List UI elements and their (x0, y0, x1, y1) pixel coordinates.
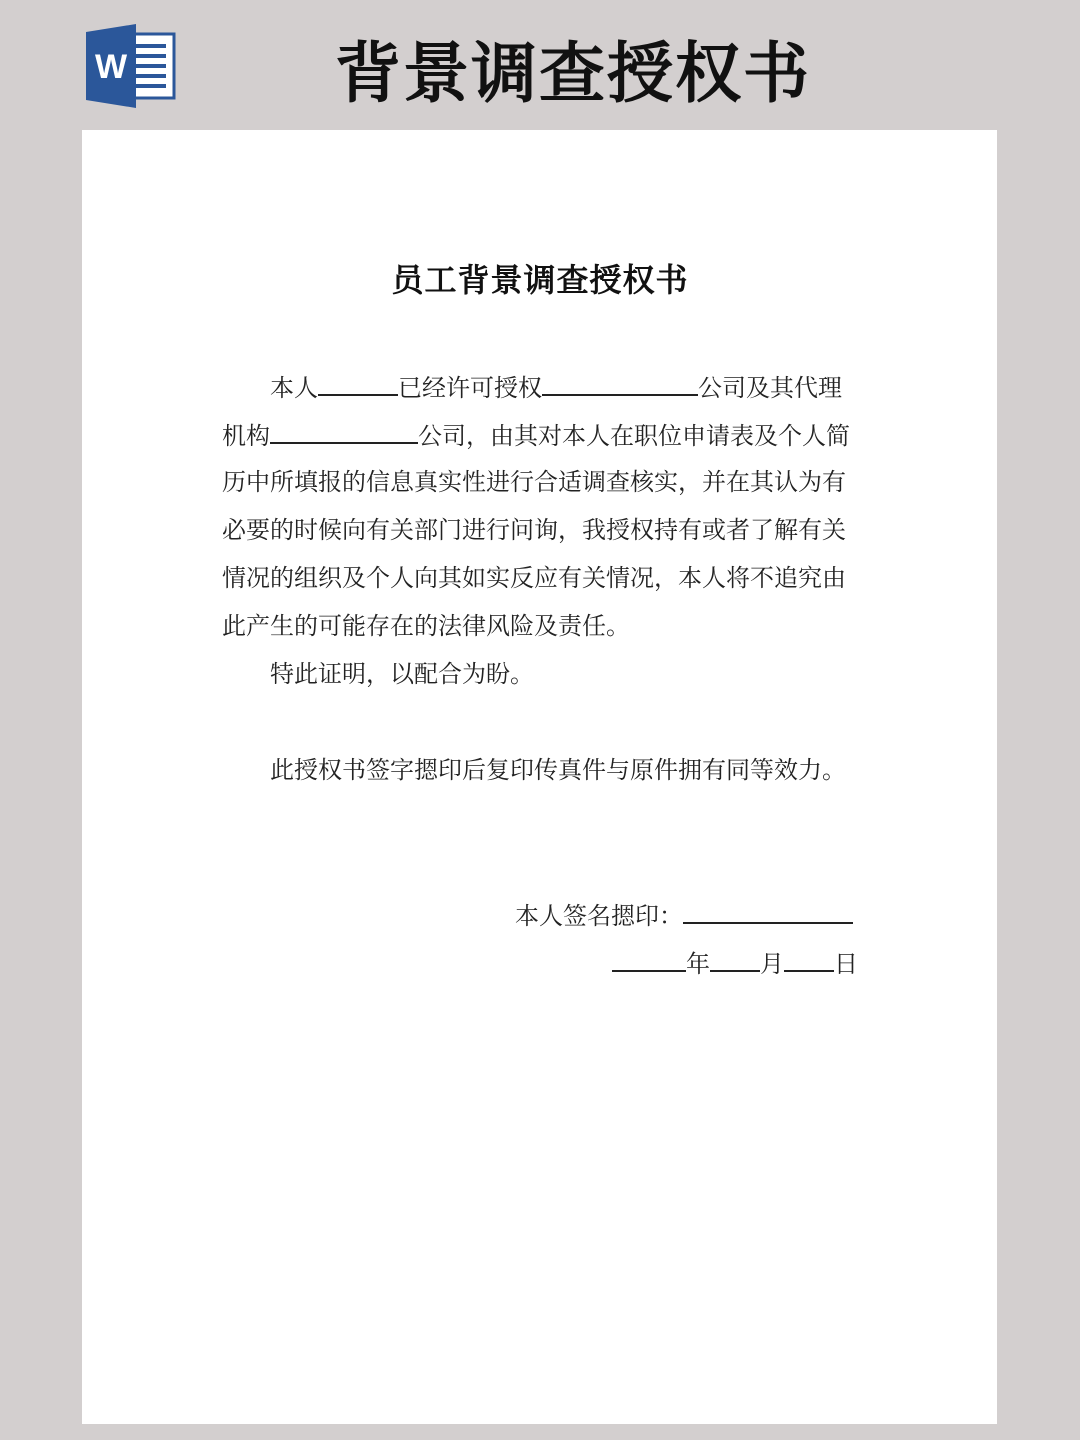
header-title: 背景调查授权书 (335, 35, 811, 112)
day-label: 日 (834, 950, 858, 978)
paragraph2: 特此证明，以配合为盼。 (270, 660, 534, 688)
paragraph1-line5: 情况的组织及个人向其如实反应有关情况，本人将不追究由 (222, 564, 846, 592)
paragraph1-line3: 历中所填报的信息真实性进行合适调查核实，并在其认为有 (222, 468, 846, 496)
company-blank (542, 370, 698, 396)
date-line (612, 946, 858, 980)
agency-blank (270, 418, 418, 444)
signature-label: 本人签名摁印： (515, 902, 683, 930)
text-segment: 已经许可授权 (398, 374, 542, 402)
svg-text:W: W (94, 48, 128, 86)
day-blank (784, 946, 834, 972)
month-blank (710, 946, 760, 972)
paragraph1-line6: 此产生的可能存在的法律风险及责任。 (222, 612, 630, 640)
word-document-icon (86, 24, 176, 108)
signature-line (515, 898, 853, 932)
year-label: 年 (686, 950, 710, 978)
paragraph3: 此授权书签字摁印后复印传真件与原件拥有同等效力。 (270, 756, 846, 784)
paragraph1-line4: 必要的时候向有关部门进行问询，我授权持有或者了解有关 (222, 516, 846, 544)
month-label: 月 (760, 950, 784, 978)
paragraph1-line2 (222, 418, 850, 452)
paragraph1-line1 (270, 370, 842, 404)
document-title: 员工背景调查授权书 (391, 261, 689, 299)
header-bar (0, 0, 1080, 130)
text-segment: 公司，由其对本人在职位申请表及个人简 (418, 422, 850, 450)
text-segment: 机构 (222, 422, 270, 450)
signature-blank (683, 898, 853, 924)
text-segment: 公司及其代理 (698, 374, 842, 402)
text-segment: 本人 (270, 374, 318, 402)
year-blank (612, 946, 686, 972)
name-blank (318, 370, 398, 396)
